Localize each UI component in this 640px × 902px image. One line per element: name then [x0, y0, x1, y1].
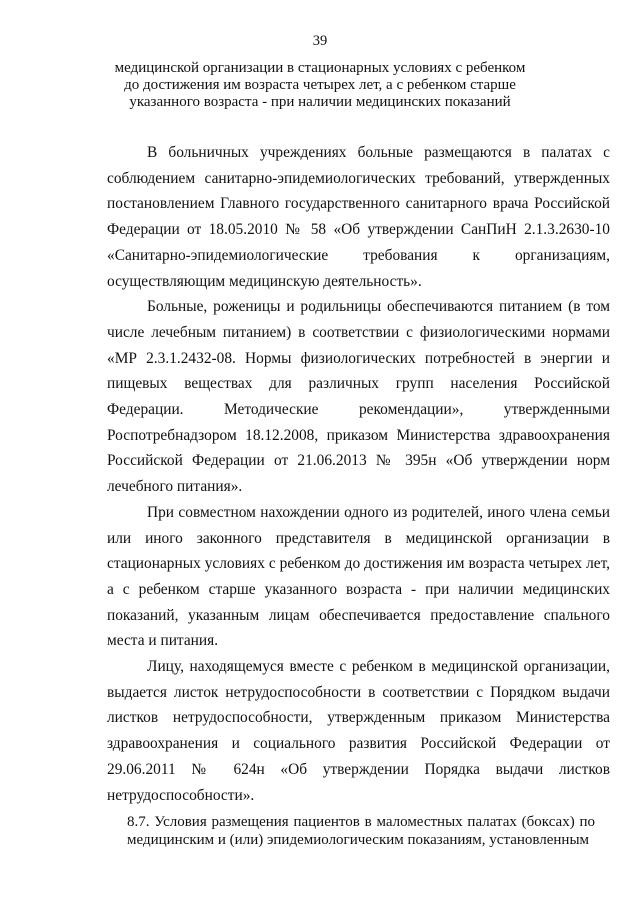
- section-8-7-heading: 8.7. Условия размещения пациентов в маломестных палатах (боксах) по медицинским и (или) эпидемиологическим показаниям, установленным: [127, 814, 595, 848]
- page-number: 39: [312, 33, 328, 49]
- paragraph-nutrition: Больные, роженицы и родильницы обеспечиваются питанием (в том числе лечебным питанием) в соответствии с физиологическими нормами «МР 2.3.1.2432-08. Нормы физиологических потребностей в энергии и пищевых веществах для различных групп населения Российской Федерации. Методические рекомендации», утвержденными Роспотребнадзором 18.12.2008, приказом Министерства здравоохранения Российской Федерации от 21.06.2013 № 395н «Об утверждении норм лечебного питания».: [107, 298, 610, 496]
- paragraph-hospital-placement: В больничных учреждениях больные размещаются в палатах с соблюдением санитарно-эпидемиологических требований, утвержденных постановлением Главного государственного санитарного врача Российской Федерации от 18.05.2010 № 58 «Об утверждении СанПиН 2.1.3.2630-10 «Санитарно-эпидемиологические требования к организациям, осуществляющим медицинскую деятельность».: [107, 144, 610, 290]
- paragraph-sick-leave: Лицу, находящемуся вместе с ребенком в медицинской организации, выдается листок нетрудоспособности в соответствии с Порядком выдачи листков нетрудоспособности, утвержденным приказом Министерства здравоохранения и социального развития Российской Федерации от 29.06.2011 № 624н «Об утверждении Порядка выдачи листков нетрудоспособности».: [107, 658, 610, 804]
- body-text: [107, 140, 610, 808]
- section-heading-continuation: медицинской организации в стационарных условиях с ребенком до достижения им возраста четырех лет, а с ребенком старше указанного возраста - при наличии медицинских показаний: [114, 60, 526, 110]
- paragraph-parent-stay: При совместном нахождении одного из родителей, иного члена семьи или иного законного представителя в медицинской организации в стационарных условиях с ребенком до достижения им возраста четырех лет, а с ребенком старше указанного возраста - при наличии медицинских показаний, указанным лицам обеспечивается предоставление спального места и питания.: [107, 503, 610, 650]
